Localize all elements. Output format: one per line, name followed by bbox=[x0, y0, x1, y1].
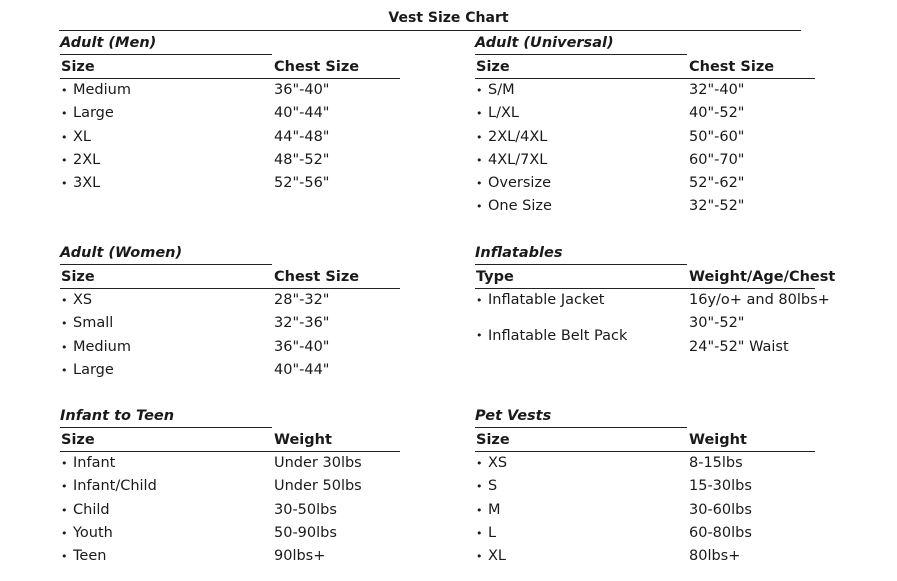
size-cell bbox=[60, 522, 274, 545]
value-cell: 60"-70" bbox=[689, 151, 745, 168]
value-cell: 40"-44" bbox=[274, 105, 330, 122]
section-adult-men bbox=[60, 32, 400, 195]
value-cell: 8-15lbs bbox=[689, 455, 743, 471]
section-title: Adult (Universal) bbox=[475, 32, 687, 55]
page-title: Vest Size Chart bbox=[388, 10, 509, 26]
value-cell: 52"-62" bbox=[689, 175, 745, 192]
bullet-icon: • bbox=[476, 480, 483, 494]
size-cell bbox=[475, 79, 689, 102]
bullet-icon: • bbox=[476, 550, 483, 564]
value-cell: 48"-52" bbox=[274, 151, 330, 168]
value-cell: Under 50lbs bbox=[274, 478, 362, 495]
bullet-icon: • bbox=[476, 457, 483, 470]
value-cell: 52"-56" bbox=[274, 175, 330, 192]
size-label: Medium bbox=[73, 338, 131, 355]
value-cell: 36"-40" bbox=[274, 82, 330, 98]
table-row bbox=[475, 195, 815, 218]
size-label: 3XL bbox=[73, 175, 101, 192]
section-title: Infant to Teen bbox=[60, 405, 272, 428]
bullet-icon: • bbox=[476, 153, 483, 167]
value-cell: 32"-40" bbox=[689, 82, 745, 98]
size-label: XS bbox=[73, 292, 93, 308]
table-row bbox=[60, 359, 400, 382]
value-cell: 30-60lbs bbox=[689, 501, 752, 518]
bullet-icon: • bbox=[61, 153, 68, 167]
value-line: 24"-52" Waist bbox=[689, 338, 789, 355]
section-title: Adult (Men) bbox=[60, 32, 272, 55]
size-label: Child bbox=[73, 501, 110, 518]
size-cell bbox=[60, 452, 274, 475]
bullet-icon: • bbox=[476, 84, 483, 97]
value-cell: 28"-32" bbox=[274, 292, 330, 308]
size-label: Infant/Child bbox=[73, 478, 157, 495]
size-cell bbox=[60, 312, 274, 335]
bullet-icon: • bbox=[61, 480, 68, 494]
section-pet-vests bbox=[475, 405, 815, 568]
size-cell bbox=[60, 102, 274, 125]
column-header: Size bbox=[61, 269, 95, 285]
bullet-icon: • bbox=[61, 107, 68, 121]
section-title: Pet Vests bbox=[475, 405, 687, 428]
section-title: Inflatables bbox=[475, 242, 687, 265]
column-header: Weight bbox=[689, 432, 747, 448]
table-header bbox=[60, 429, 400, 452]
size-cell bbox=[475, 499, 689, 522]
table-header bbox=[475, 56, 815, 79]
bullet-icon: • bbox=[476, 130, 483, 144]
bullet-icon: • bbox=[61, 177, 68, 191]
size-label: Teen bbox=[73, 548, 107, 565]
size-cell bbox=[475, 195, 689, 218]
size-label: 4XL/7XL bbox=[488, 151, 548, 168]
size-cell bbox=[60, 499, 274, 522]
column-header: Chest Size bbox=[274, 59, 360, 75]
column-header: Weight/Age/Chest bbox=[689, 269, 836, 285]
column-header: Type bbox=[476, 269, 514, 285]
size-label: M bbox=[488, 501, 501, 518]
table-header bbox=[60, 56, 400, 79]
table-header bbox=[60, 266, 400, 289]
table-row bbox=[475, 545, 815, 568]
table-row bbox=[60, 172, 400, 195]
bullet-icon: • bbox=[61, 340, 68, 354]
size-cell bbox=[60, 289, 274, 312]
value-cell: 15-30lbs bbox=[689, 478, 752, 495]
size-label: XS bbox=[488, 455, 508, 471]
table-row bbox=[60, 522, 400, 545]
size-cell bbox=[475, 149, 689, 172]
size-label: L bbox=[488, 524, 497, 541]
value-cell: 32"-36" bbox=[274, 315, 330, 332]
value-cell: 44"-48" bbox=[274, 128, 330, 145]
value-cell: 80lbs+ bbox=[689, 548, 741, 565]
bullet-icon: • bbox=[61, 457, 68, 470]
bullet-icon: • bbox=[476, 107, 483, 121]
value-line: 30"-52" bbox=[689, 315, 745, 332]
value-cell: 30-50lbs bbox=[274, 501, 337, 518]
column-header: Weight bbox=[274, 432, 332, 448]
size-label: L/XL bbox=[488, 105, 519, 122]
size-label: Infant bbox=[73, 455, 116, 471]
size-label: Inflatable Jacket bbox=[488, 292, 605, 308]
size-cell bbox=[60, 545, 274, 568]
section-inflatables bbox=[475, 242, 836, 359]
table-row bbox=[60, 126, 400, 149]
value-cell: 60-80lbs bbox=[689, 524, 752, 541]
bullet-icon: • bbox=[476, 294, 483, 307]
size-cell bbox=[475, 452, 689, 475]
column-header: Size bbox=[61, 59, 95, 75]
size-cell bbox=[60, 359, 274, 382]
table-row bbox=[60, 499, 400, 522]
column-header: Size bbox=[476, 432, 510, 448]
bullet-icon: • bbox=[476, 177, 483, 191]
table-row bbox=[475, 126, 815, 149]
bullet-icon: • bbox=[61, 317, 68, 331]
table-row bbox=[60, 475, 400, 498]
size-cell bbox=[60, 149, 274, 172]
section-title: Adult (Women) bbox=[60, 242, 272, 265]
table-row bbox=[60, 336, 400, 359]
bullet-icon: • bbox=[476, 200, 483, 214]
bullet-icon: • bbox=[61, 526, 68, 540]
value-cell: 32"-52" bbox=[689, 198, 745, 215]
table-row bbox=[475, 289, 830, 312]
table-row bbox=[60, 102, 400, 125]
size-cell bbox=[60, 475, 274, 498]
value-cell bbox=[689, 312, 815, 359]
size-label: XL bbox=[73, 128, 92, 145]
table-row bbox=[475, 522, 815, 545]
size-cell bbox=[60, 336, 274, 359]
size-cell bbox=[475, 312, 689, 359]
table-row bbox=[60, 545, 400, 568]
bullet-icon: • bbox=[61, 363, 68, 377]
size-label: 2XL/4XL bbox=[488, 128, 548, 145]
title-divider bbox=[59, 30, 801, 31]
value-cell: 36"-40" bbox=[274, 338, 330, 355]
column-header: Size bbox=[476, 59, 510, 75]
size-label: Inflatable Belt Pack bbox=[488, 327, 628, 344]
column-header: Chest Size bbox=[274, 269, 360, 285]
size-label: S bbox=[488, 478, 498, 495]
bullet-icon: • bbox=[476, 503, 483, 517]
table-row bbox=[60, 312, 400, 335]
value-cell: 40"-52" bbox=[689, 105, 745, 122]
size-cell bbox=[475, 522, 689, 545]
size-cell bbox=[60, 126, 274, 149]
table-row bbox=[475, 475, 815, 498]
table-header bbox=[475, 266, 836, 289]
table-row bbox=[475, 149, 815, 172]
value-cell: 50-90lbs bbox=[274, 524, 337, 541]
bullet-icon: • bbox=[61, 294, 68, 307]
bullet-icon: • bbox=[476, 329, 483, 343]
table-row bbox=[475, 312, 815, 359]
size-cell bbox=[60, 172, 274, 195]
size-label: Youth bbox=[73, 524, 113, 541]
value-cell: 16y/o+ and 80lbs+ bbox=[689, 292, 830, 308]
size-label: Medium bbox=[73, 82, 131, 98]
size-label: Large bbox=[73, 105, 114, 122]
column-header: Size bbox=[61, 432, 95, 448]
table-row bbox=[475, 79, 815, 102]
table-row bbox=[60, 79, 400, 102]
section-adult-women bbox=[60, 242, 400, 382]
table-row bbox=[475, 172, 815, 195]
value-cell: 50"-60" bbox=[689, 128, 745, 145]
size-label: Large bbox=[73, 361, 114, 378]
value-cell: 90lbs+ bbox=[274, 548, 326, 565]
size-cell bbox=[475, 475, 689, 498]
section-adult-universal bbox=[475, 32, 815, 219]
bullet-icon: • bbox=[61, 550, 68, 564]
section-infant-to-teen bbox=[60, 405, 400, 568]
table-row bbox=[60, 452, 400, 475]
size-cell bbox=[475, 126, 689, 149]
table-row bbox=[475, 452, 815, 475]
table-header bbox=[475, 429, 815, 452]
size-cell bbox=[60, 79, 274, 102]
size-label: One Size bbox=[488, 198, 552, 215]
size-label: XL bbox=[488, 548, 507, 565]
value-cell: 40"-44" bbox=[274, 361, 330, 378]
bullet-icon: • bbox=[476, 526, 483, 540]
value-cell: Under 30lbs bbox=[274, 455, 362, 471]
bullet-icon: • bbox=[61, 130, 68, 144]
size-label: Oversize bbox=[488, 175, 551, 192]
column-header: Chest Size bbox=[689, 59, 775, 75]
bullet-icon: • bbox=[61, 84, 68, 97]
bullet-icon: • bbox=[61, 503, 68, 517]
table-row bbox=[60, 149, 400, 172]
size-cell bbox=[475, 289, 689, 312]
size-label: 2XL bbox=[73, 151, 101, 168]
size-cell bbox=[475, 545, 689, 568]
size-label: S/M bbox=[488, 82, 515, 98]
table-row bbox=[475, 102, 815, 125]
table-row bbox=[475, 499, 815, 522]
size-cell bbox=[475, 102, 689, 125]
table-row bbox=[60, 289, 400, 312]
size-cell bbox=[475, 172, 689, 195]
size-label: Small bbox=[73, 315, 114, 332]
